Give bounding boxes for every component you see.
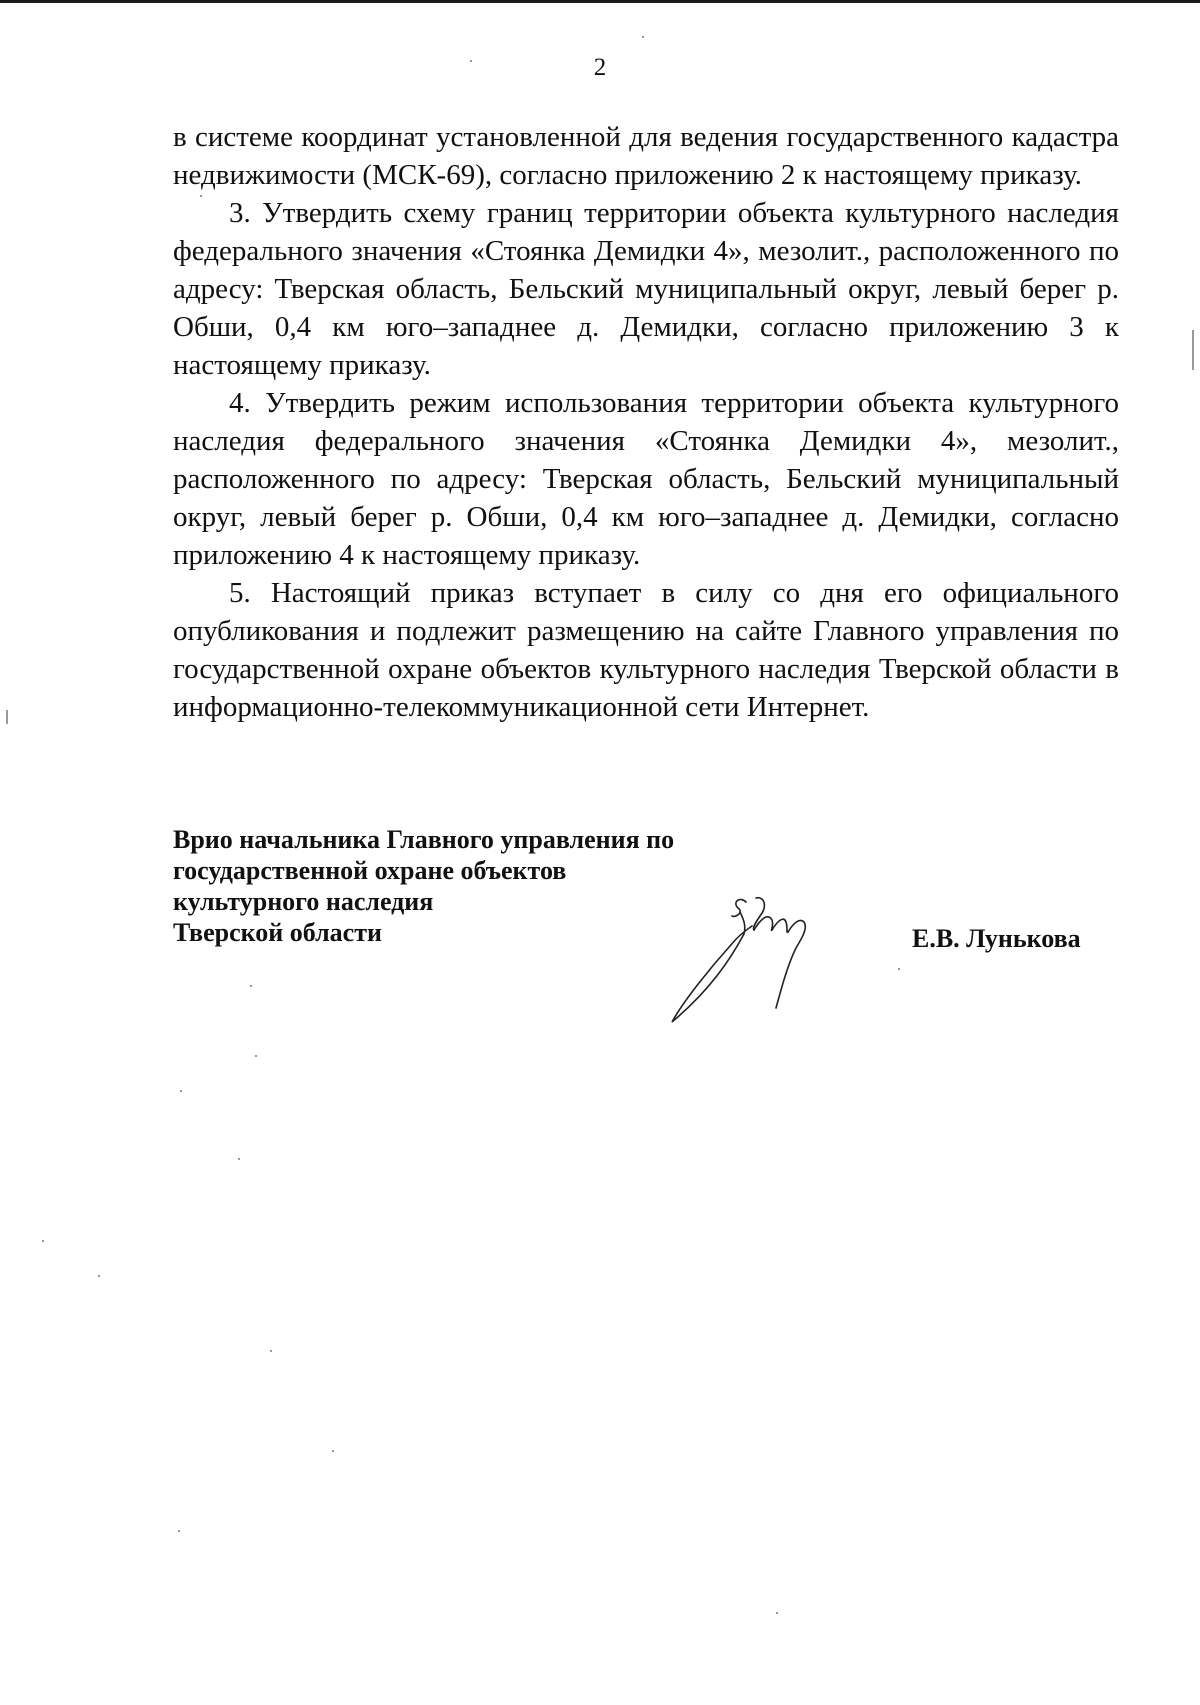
paragraph-continuation: в системе координат установленной для ведения государственного кадастра недвижимости (МСК-69), согласно приложению 2 к настоящему приказу. [173, 121, 1119, 191]
scan-speck [250, 985, 252, 987]
scan-speck [178, 1530, 180, 1532]
handwritten-signature [660, 890, 860, 1030]
scan-edge-mark [1192, 330, 1194, 370]
scan-speck [642, 36, 644, 38]
scan-speck [238, 1158, 240, 1160]
signatory-title-line: государственной охране объектов [173, 856, 567, 885]
signatory-title-line: Врио начальника Главного управления по [173, 825, 675, 854]
signatory-title-line: культурного наследия [173, 887, 434, 916]
scan-speck [42, 1240, 44, 1242]
scan-speck [898, 968, 900, 970]
paragraph-item-5: 5. Настоящий приказ вступает в силу со дня его официального опубликования и подлежит размещению на сайте Главного управления по государственной охране объектов культурного наследия Тверской области в информационно-телекоммуникационной сети Интернет. [173, 577, 1119, 723]
scan-edge-mark [6, 710, 8, 724]
paragraph-item-4: 4. Утвердить режим использования территории объекта культурного наследия федерального значения «Стоянка Демидки 4», мезолит., расположенного по адресу: Тверская область, Бельский муниципальный округ, левый берег р. Обши, 0,4 км юго–западнее д. Демидки, согласно приложению 4 к настоящему приказу. [173, 387, 1119, 571]
scan-speck [255, 1055, 257, 1057]
scan-speck [776, 1612, 778, 1614]
scan-speck [180, 1090, 182, 1092]
paragraph-item-3: 3. Утвердить схему границ территории объекта культурного наследия федерального значения «Стоянка Демидки 4», мезолит., расположенного по адресу: Тверская область, Бельский муниципальный округ, левый берег р. Обши, 0,4 км юго–западнее д. Демидки, согласно приложению 3 к настоящему приказу. [173, 197, 1119, 381]
scan-speck [332, 1450, 334, 1452]
scan-speck [270, 1350, 272, 1352]
scan-speck [200, 195, 202, 197]
document-body [173, 118, 1119, 726]
scan-speck [470, 60, 472, 62]
scan-speck [98, 1275, 100, 1277]
signatory-name: Е.В. Лунькова [912, 924, 1081, 953]
page-number: 2 [593, 54, 607, 81]
page-top-edge [0, 0, 1200, 3]
signatory-title-line: Тверской области [173, 918, 382, 947]
